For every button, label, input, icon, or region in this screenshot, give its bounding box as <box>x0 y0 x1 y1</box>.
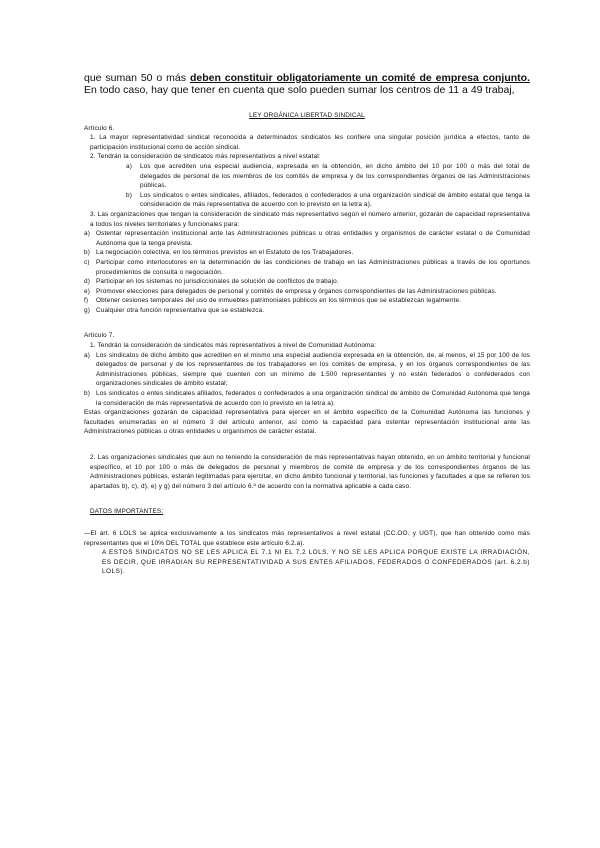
intro-text-end: En todo caso, hay que tener en cuenta que solo pueden sumar los centros de 11 a 49 trabaj, <box>84 84 515 96</box>
article-6-item-3d: d) Participar en los sistemas no jurisdiccionales de solución de conflictos de trabajo. <box>84 278 339 286</box>
intro-bold-underlined: deben constituir obligatoriamente un comité de empresa conjunto. <box>189 72 530 84</box>
article-6-item-3e: e) Promover elecciones para delegados de personal y comités de empresa y órganos correspondientes de las Administraciones públicas. <box>84 287 497 295</box>
notes-heading: DATOS IMPORTANTES: <box>90 508 164 516</box>
article-6-item-3b: b) La negociación colectiva, en los términos previstos en el Estatuto de los Trabajadores. <box>84 249 354 257</box>
article-6-item-3a: a) Ostentar representación institucional ante las Administraciones públicas u otras entidades y organismos de carácter estatal o de Comunidad Autónoma que la tenga prevista. <box>84 230 530 247</box>
article-7-item-1a: a) Los sindicatos de dicho ámbito que acrediten en el mismo una especial audiencia expresada en la obtención, de, al menos, el 15 por 100 de los delegados de personal y de los representantes de los trabajadores en los comités de empresa, y en los órganos correspondientes de las Administraciones públicas, siempre que cuenten con un mínimo de 1.500 representantes y no estén federados o confederados con organizaciones sindicales de ámbito estatal; <box>84 351 530 388</box>
article-6-item-3f: f) Obtener cesiones temporales del uso de inmuebles patrimoniales públicos en los términos que se establezcan legalmente. <box>84 297 462 305</box>
article-7-paragraph-1: 1. Tendrán la consideración de sindicatos más representativos a nivel de Comunidad Autónoma: <box>90 342 377 350</box>
article-6-paragraph-3: 3. Las organizaciones que tengan la consideración de sindicato más representativo según el número anterior, gozarán de capacidad representativa a todos los niveles territoriales y funcionales para: <box>90 210 530 228</box>
article-6-item-2a: a) Los que acrediten una especial audiencia, expresada en la obtención, en dicho ámbito del 10 por 100 o más del total de delegados de personal de los miembros de los comités de empresa y de los correspondientes órganos de las Administraciones públicas. <box>126 162 530 190</box>
article-6-item-3c: c) Participar como interlocutores en la determinación de las condiciones de trabajo en las Administraciones públicas a través de los oportunos procedimientos de consulta o negociación. <box>84 258 530 276</box>
law-body <box>84 111 530 577</box>
article-7-paragraph-2: 2. Las organizaciones sindicales que aun no teniendo la consideración de más representativas hayan obtenido, en un ámbito territorial y funcional específico, el 10 por 100 o más de delegados de personal y miembros de comité de empresa y de los correspondientes órganos de las Administraciones públicas, estarán legitimadas para ejercitar, en dicho ámbito funcional y territorial, las funciones y facultades a que se refieren los apartados b), c), d), e) y g) del número 3 del artículo 6.º de acuerdo con la normativa aplicable a cada caso. <box>90 454 530 490</box>
article-6-paragraph-1: 1. La mayor representatividad sindical reconocida a determinados sindicatos les confiere una singular posición jurídica a efectos, tanto de participación institucional como de acción sindical. <box>90 134 530 151</box>
article-7-paragraph-1-after: Estas organizaciones gozarán de capacidad representativa para ejercer en el ámbito específico de la Comunidad Autónoma las funciones y facultades enumeradas en el número 3 del artículo anterior, así como la capacidad para ostentar representación institucional ante las Administraciones públicas u otras entidades u organismos de carácter estatal. <box>84 409 530 436</box>
law-title: LEY ORGÁNICA LIBERTAD SINDICAL <box>249 112 365 119</box>
note-1: —El art. 6 LOLS se aplica exclusivamente a los sindicatos más representativos a nivel estatal (CC.OO. y UGT), que han obtenido como más representantes que el 10% DEL TOTAL que establece este artículo 6.2.a). <box>84 529 530 547</box>
article-7-item-1b: b) Los sindicatos o entes sindicales afiliados, federados o confederados a una organización sindical de ámbito de Comunidad Autónoma que tenga la consideración de más representativa de acuerdo con lo previsto en la letra a). <box>84 390 530 407</box>
intro-text-start: que suman 50 o más <box>84 72 190 84</box>
article-7-heading: Artículo 7. <box>84 332 115 340</box>
article-6-heading: Artículo 6. <box>84 124 115 132</box>
article-6-paragraph-2: 2. Tendrán la consideración de sindicatos más representativos a nivel estatal: <box>90 153 321 161</box>
note-2: A ESTOS SINDICATOS NO SE LES APLICA EL 7.1 NI EL 7.2 LOLS, Y NO SE LES APLICA PORQUE EXISTE LA IRRADIACIÓN, ES DECIR, QUE IRRADIAN SU REPRESENTATIVIDAD A SUS ENTES AFILIADOS, FEDERADOS O CONFEDERADOS (art. 6.2.b) LOLS). <box>102 549 530 576</box>
article-6-item-3g: g) Cualquier otra función representativa que se establezca. <box>84 306 265 314</box>
intro-paragraph <box>84 72 530 96</box>
article-6-item-2b: b) Los sindicatos o entes sindicales, afiliados, federados o confederados a una organización sindical de ámbito estatal que tenga la consideración de más representativa de acuerdo con lo previsto en la letra a). <box>126 191 530 209</box>
